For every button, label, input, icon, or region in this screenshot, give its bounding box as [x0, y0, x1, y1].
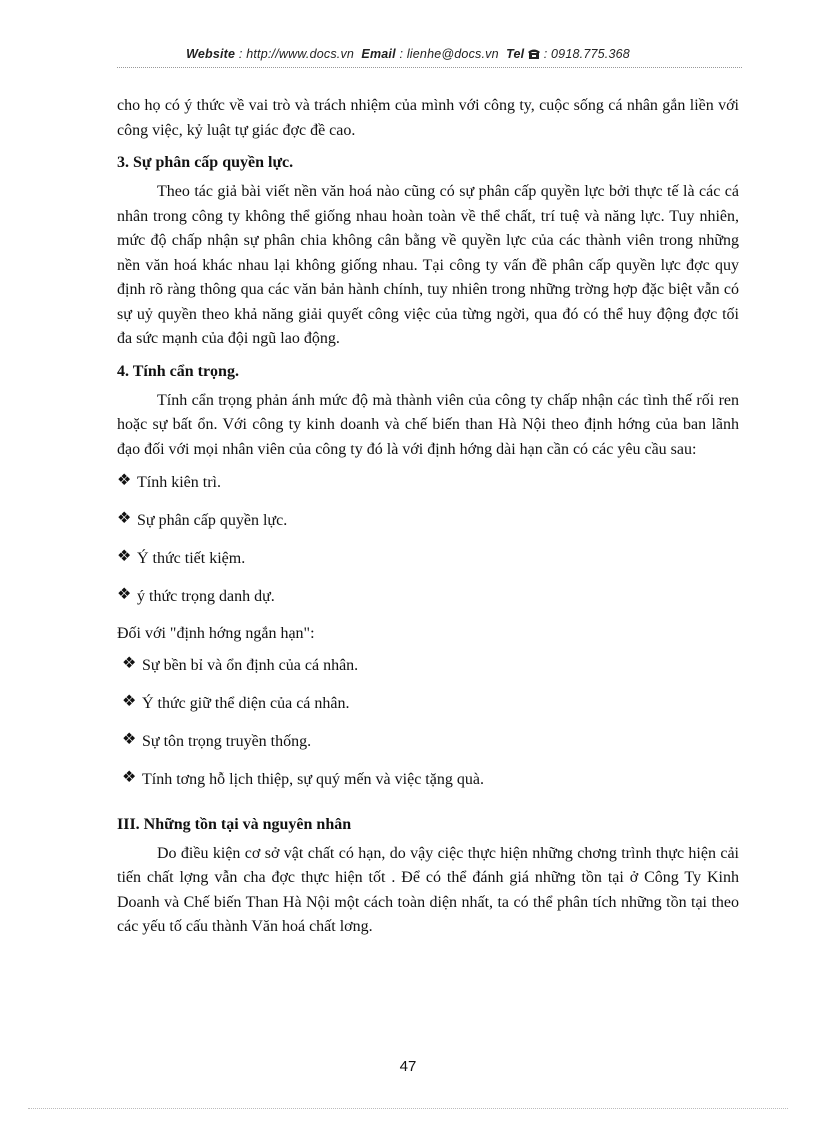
- website-label: Website: [186, 47, 236, 61]
- list-item: ❖ ý thức trọng danh dự.: [117, 586, 275, 605]
- paragraph-continuation: cho họ có ý thức về vai trò và trách nhiệm của mình với công ty, cuộc sống cá nhân gắn liền với công việc, kỷ luật tự giác đợc đề cao.: [117, 97, 739, 139]
- short-term-list: [117, 653, 739, 805]
- paragraph-shortcomings: Do điều kiện cơ sở vật chất có hạn, do vậy ciệc thực hiện những chơng trình thực hiện cải tiến chất lợng vẫn cha đợc thực hiện tốt . Để có thể đánh giá những tồn tại ở Công Ty Kinh Doanh và Chế biến Than Hà Nội một cách toàn diện nhất, ta có thể phân tích những tồn tại theo các yếu tố cấu thành Văn hoá chất lơng.: [117, 844, 739, 935]
- diamond-bullet-icon: ❖: [122, 768, 137, 786]
- diamond-bullet-icon: ❖: [117, 548, 132, 565]
- page-number: 47: [399, 1058, 417, 1075]
- tel-label: Tel: [506, 47, 525, 61]
- section-heading-4: 4. Tính cẩn trọng.: [117, 362, 239, 380]
- long-term-list: [117, 470, 739, 622]
- section-heading-iii: III. Những tồn tại và nguyên nhân: [117, 815, 352, 833]
- footer-divider: [28, 1108, 788, 1109]
- diamond-bullet-icon: ❖: [122, 730, 137, 748]
- diamond-bullet-icon: ❖: [122, 692, 137, 710]
- list-item: ❖ Ý thức tiết kiệm.: [117, 548, 246, 567]
- section-heading-3: 3. Sự phân cấp quyền lực.: [117, 154, 294, 171]
- website-value: : http://www.docs.vn: [238, 47, 355, 61]
- email-value: : lienhe@docs.vn: [399, 47, 499, 61]
- diamond-bullet-icon: ❖: [117, 510, 132, 527]
- page-header: [0, 47, 816, 61]
- list-item: ❖ Tính tơng hỗ lịch thiệp, sự quý mến và việc tặng quà.: [122, 768, 484, 788]
- list-item: ❖ Sự bền bỉ và ổn định của cá nhân.: [122, 654, 359, 674]
- list-item: ❖ Tính kiên trì.: [117, 472, 221, 491]
- diamond-bullet-icon: ❖: [117, 472, 132, 489]
- diamond-bullet-icon: ❖: [117, 586, 132, 603]
- document-body: [117, 94, 739, 940]
- paragraph-prudence: Tính cẩn trọng phản ánh mức độ mà thành viên của công ty chấp nhận các tình thế rối ren hoặc sự bất ổn. Với công ty kinh doanh và chế biến than Hà Nội theo định hớng của ban lãnh đạo đối với mọi nhân viên của công ty đó là với định hớng dài hạn cần có các yêu cầu sau:: [117, 391, 739, 458]
- tel-value: : 0918.775.368: [543, 47, 630, 61]
- phone-icon: [528, 47, 540, 61]
- email-label: Email: [361, 47, 396, 61]
- short-term-intro: Đối với "định hớng ngắn hạn":: [117, 625, 315, 642]
- diamond-bullet-icon: ❖: [122, 654, 137, 672]
- list-item: ❖ Ý thức giữ thể diện của cá nhân.: [122, 692, 350, 712]
- header-divider: [117, 67, 742, 68]
- list-item: ❖ Sự phân cấp quyền lực.: [117, 510, 288, 529]
- paragraph-power-distance: Theo tác giả bài viết nền văn hoá nào cũng có sự phân cấp quyền lực bởi thực tế là các cá nhân trong công ty không thể giống nhau hoàn toàn về thể chất, trí tuệ và năng lực. Tuy nhiên, mức độ chấp nhận sự phân chia không cân bằng về quyền lực của các thành viên trong những nền văn hoá khác nhau lại không giống nhau. Tại công ty vấn đề phân cấp quyền lực đợc quy định rõ ràng thông qua các văn bản hành chính, tuy nhiên trong những trờng hợp đặc biệt vẫn có sự uỷ quyền theo khả năng giải quyết công việc của từng ngời, qua đó có thể huy động đợc tối đa sức mạnh của đội ngũ lao động.: [117, 183, 739, 347]
- list-item: ❖ Sự tôn trọng truyền thống.: [122, 730, 312, 750]
